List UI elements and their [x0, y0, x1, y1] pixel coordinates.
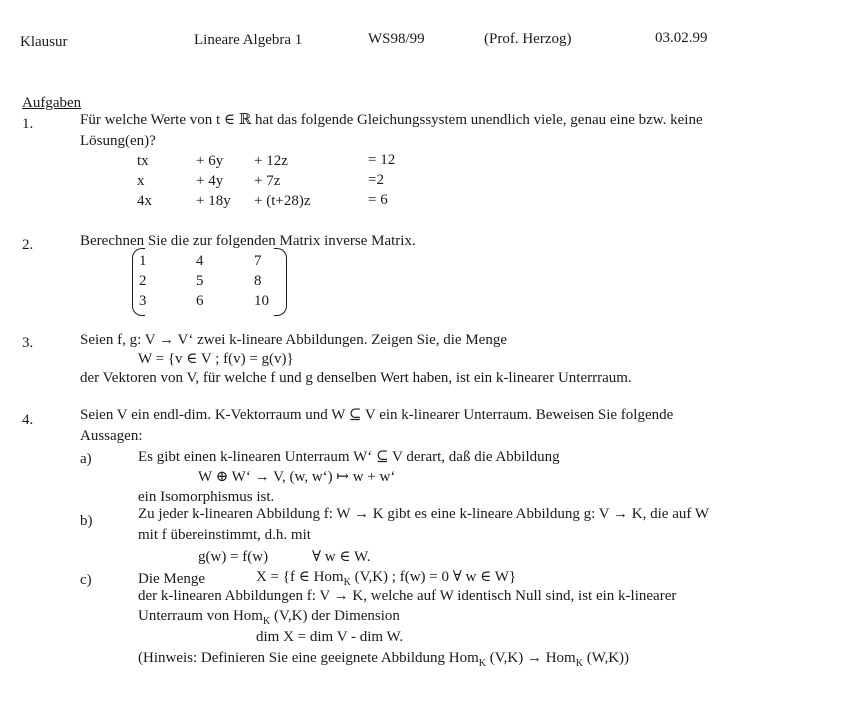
section-title: Aufgaben: [22, 95, 82, 111]
course-title: Lineare Algebra 1: [194, 32, 303, 48]
equation-term: 4x: [137, 193, 152, 209]
task3-text: Seien f, g: V → V‘ zwei k-lineare Abbildungen. Zeigen Sie, die Menge: [80, 332, 507, 348]
exam-date: 03.02.99: [655, 30, 708, 46]
subscript-k: K: [478, 658, 486, 669]
professor: (Prof. Herzog): [484, 31, 572, 47]
task4c-dimension: dim X = dim V - dim W.: [256, 629, 404, 645]
equation-term: + 18y: [196, 193, 231, 209]
matrix-cell: 3: [139, 293, 147, 309]
matrix-cell: 6: [196, 293, 204, 309]
task4c-text: der k-linearen Abbildungen f: V → K, welche auf W identisch Null sind, ist ein k-linearer: [138, 588, 677, 604]
task4a-map: W ⊕ W‘ → V, (w, w‘) ↦ w + w‘: [198, 469, 396, 485]
task4-number: 4.: [22, 412, 34, 428]
matrix-cell: 2: [139, 273, 147, 289]
equation-rhs: = 12: [368, 152, 396, 168]
semester: WS98/99: [368, 31, 425, 47]
task4-text: Aussagen:: [80, 428, 143, 444]
task3-number: 3.: [22, 335, 34, 351]
task2-text: Berechnen Sie die zur folgenden Matrix inverse Matrix.: [80, 233, 416, 249]
task4b-quantifier: ∀ w ∈ W.: [312, 549, 371, 565]
equation-term: tx: [137, 153, 149, 169]
equation-term: + 12z: [254, 153, 288, 169]
equation-term: + 6y: [196, 153, 224, 169]
task4c-text-part: Unterraum von Hom: [138, 608, 263, 624]
equation-rhs: = 6: [368, 192, 388, 208]
task4a-label: a): [80, 451, 92, 467]
equation-term: + (t+28)z: [254, 193, 311, 209]
task4c-hint-part: (Hinweis: Definieren Sie eine geeignete Abbildung Hom: [138, 650, 479, 666]
matrix-cell: 4: [196, 253, 204, 269]
equation-term: + 4y: [196, 173, 224, 189]
task4b-equation: g(w) = f(w): [198, 549, 269, 565]
task4-text: Seien V ein endl-dim. K-Vektorraum und W ⊆ V ein k-linearer Unterraum. Beweisen Sie folgende: [80, 407, 674, 423]
task1-text: Für welche Werte von t ∈ ℝ hat das folgende Gleichungssystem unendlich viele, genau eine bzw. keine: [80, 112, 703, 128]
matrix-cell: 7: [254, 253, 262, 269]
task4b-text: Zu jeder k-linearen Abbildung f: W → K gibt es eine k-lineare Abbildung g: V → K, die auf W: [138, 506, 709, 522]
matrix-cell: 10: [254, 293, 269, 309]
task4c-hint: [138, 649, 629, 673]
task4c-hint-part: (W,K)): [582, 650, 630, 666]
subscript-k: K: [343, 577, 351, 588]
matrix-cell: 8: [254, 273, 262, 289]
equation-rhs: =2: [368, 172, 384, 188]
equation-term: x: [137, 173, 145, 189]
task4a-text: ein Isomorphismus ist.: [138, 489, 275, 505]
task2-number: 2.: [22, 237, 34, 253]
task1-text: Lösung(en)?: [80, 133, 156, 149]
exam-type: Klausur: [20, 34, 68, 50]
task3-text: der Vektoren von V, für welche f und g denselben Wert haben, ist ein k-linearer Unterrraum.: [80, 370, 632, 386]
task4c-text-part: (V,K) der Dimension: [270, 608, 400, 624]
matrix-cell: 5: [196, 273, 204, 289]
task3-set: W = {v ∈ V ; f(v) = g(v)}: [138, 351, 294, 367]
equation-term: + 7z: [254, 173, 281, 189]
subscript-k: K: [262, 616, 271, 627]
task4c-label: c): [80, 572, 92, 588]
task1-number: 1.: [22, 116, 34, 132]
matrix-right-paren: [274, 248, 287, 316]
subscript-k: K: [575, 658, 583, 669]
task4c-text: Die Menge: [138, 571, 206, 587]
matrix-cell: 1: [139, 253, 147, 269]
task4c-set-part: (V,K) ; f(w) = 0 ∀ w ∈ W}: [350, 569, 517, 585]
task4b-label: b): [80, 513, 93, 529]
task4c-hint-part: (V,K) → Hom: [485, 650, 576, 666]
task4a-text: Es gibt einen k-linearen Unterraum W‘ ⊆ V derart, daß die Abbildung: [138, 449, 560, 465]
task4c-set-part: X = {f ∈ Hom: [256, 569, 344, 585]
task4b-text: mit f übereinstimmt, d.h. mit: [138, 527, 311, 543]
